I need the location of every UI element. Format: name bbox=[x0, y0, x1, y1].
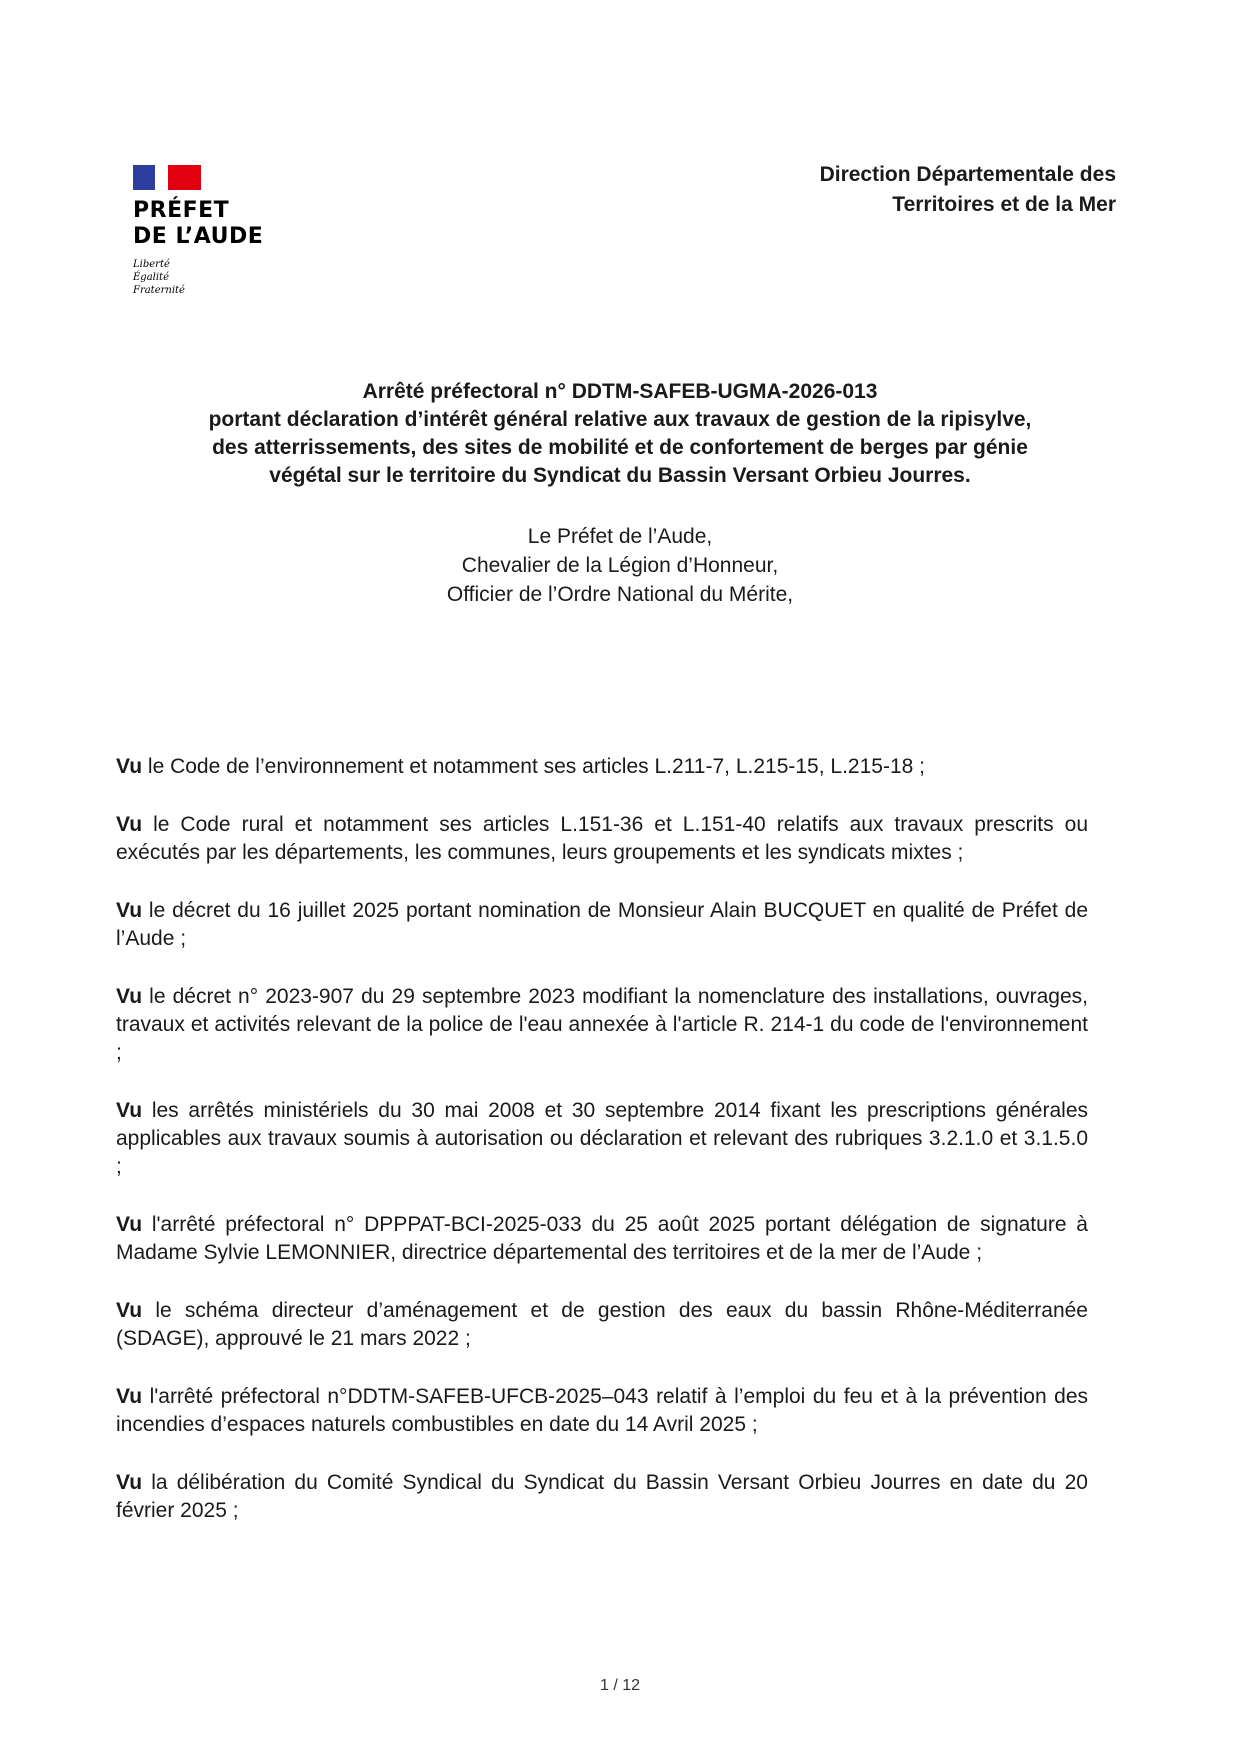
vu-paragraph bbox=[116, 897, 1088, 953]
vu-text: le décret n° 2023-907 du 29 septembre 2023 modifiant la nomenclature des installations, ouvrages, travaux et activités relevant de la police de l'eau annexée à l'article R. 214-1 du code de l'environnement ; bbox=[116, 985, 1088, 1064]
vu-text: les arrêtés ministériels du 30 mai 2008 et 30 septembre 2014 fixant les prescriptions générales applicables aux travaux soumis à autorisation ou déclaration et relevant des rubriques 3.2.1.0 et 3.1.5.0 ; bbox=[116, 1099, 1088, 1178]
motto-egalite: Égalité bbox=[133, 272, 169, 283]
vu-lead: Vu bbox=[116, 899, 143, 922]
vu-paragraph bbox=[116, 1469, 1088, 1525]
logo-name-line2: DE L’AUDE bbox=[133, 224, 264, 249]
vu-lead: Vu bbox=[116, 1213, 143, 1236]
vu-lead: Vu bbox=[116, 755, 143, 778]
vu-paragraph bbox=[116, 1297, 1088, 1353]
legal-references bbox=[116, 753, 1088, 1555]
title-line4: végétal sur le territoire du Syndicat du Bassin Versant Orbieu Jourres. bbox=[269, 464, 971, 487]
vu-text: le schéma directeur d’aménagement et de gestion des eaux du bassin Rhône-Méditerranée (SDAGE), approuvé le 21 mars 2022 ; bbox=[116, 1299, 1088, 1350]
vu-lead: Vu bbox=[116, 1299, 143, 1322]
vu-paragraph bbox=[116, 1097, 1088, 1181]
prefect-titles bbox=[100, 522, 1140, 609]
vu-text: le Code rural et notamment ses articles L.151-36 et L.151-40 relatifs aux travaux prescrits ou exécutés par les départements, les communes, leurs groupements et les syndicats mixtes ; bbox=[116, 813, 1088, 864]
prefect-line3: Officier de l’Ordre National du Mérite, bbox=[446, 583, 794, 606]
motto-liberte: Liberté bbox=[133, 259, 170, 270]
vu-text: le décret du 16 juillet 2025 portant nomination de Monsieur Alain BUCQUET en qualité de Préfet de l’Aude ; bbox=[116, 899, 1088, 950]
vu-lead: Vu bbox=[116, 1099, 143, 1122]
title-line3: des atterrissements, des sites de mobilité et de confortement de berges par génie bbox=[212, 436, 1028, 459]
vu-paragraph bbox=[116, 983, 1088, 1067]
vu-text: l'arrêté préfectoral n° DPPPAT-BCI-2025-033 du 25 août 2025 portant délégation de signature à Madame Sylvie LEMONNIER, directrice départemental des territoires et de la mer de l’Aude ; bbox=[116, 1213, 1088, 1264]
title-line1: Arrêté préfectoral n° DDTM-SAFEB-UGMA-2026-013 bbox=[362, 380, 878, 403]
vu-lead: Vu bbox=[116, 985, 143, 1008]
vu-paragraph bbox=[116, 1383, 1088, 1439]
vu-paragraph bbox=[116, 811, 1088, 867]
direction-line2: Territoires et de la Mer bbox=[892, 193, 1116, 216]
document-title bbox=[100, 378, 1140, 490]
vu-lead: Vu bbox=[116, 1385, 143, 1408]
vu-text: l'arrêté préfectoral n°DDTM-SAFEB-UFCB-2025–043 relatif à l’emploi du feu et à la prévention des incendies d’espaces naturels combustibles en date du 14 Avril 2025 ; bbox=[116, 1385, 1088, 1436]
vu-text: le Code de l’environnement et notamment ses articles L.211-7, L.215-15, L.215-18 ; bbox=[142, 755, 925, 778]
vu-paragraph bbox=[116, 753, 1088, 781]
vu-lead: Vu bbox=[116, 1471, 143, 1494]
issuing-direction bbox=[820, 160, 1116, 220]
vu-lead: Vu bbox=[116, 813, 143, 836]
logo-motto bbox=[133, 258, 293, 297]
french-flag-icon bbox=[133, 165, 201, 190]
logo-name-line1: PRÉFET bbox=[133, 198, 230, 223]
prefect-line2: Chevalier de la Légion d’Honneur, bbox=[461, 554, 779, 577]
prefecture-logo bbox=[133, 165, 293, 297]
direction-line1: Direction Départementale des bbox=[819, 163, 1116, 186]
motto-fraternite: Fraternité bbox=[133, 285, 185, 296]
title-line2: portant déclaration d’intérêt général relative aux travaux de gestion de la ripisylve, bbox=[208, 408, 1032, 431]
vu-text: la délibération du Comité Syndical du Syndicat du Bassin Versant Orbieu Jourres en date du 20 février 2025 ; bbox=[116, 1471, 1088, 1522]
vu-paragraph bbox=[116, 1211, 1088, 1267]
page-number: 1 / 12 bbox=[599, 1677, 641, 1694]
prefect-line1: Le Préfet de l’Aude, bbox=[527, 525, 713, 548]
